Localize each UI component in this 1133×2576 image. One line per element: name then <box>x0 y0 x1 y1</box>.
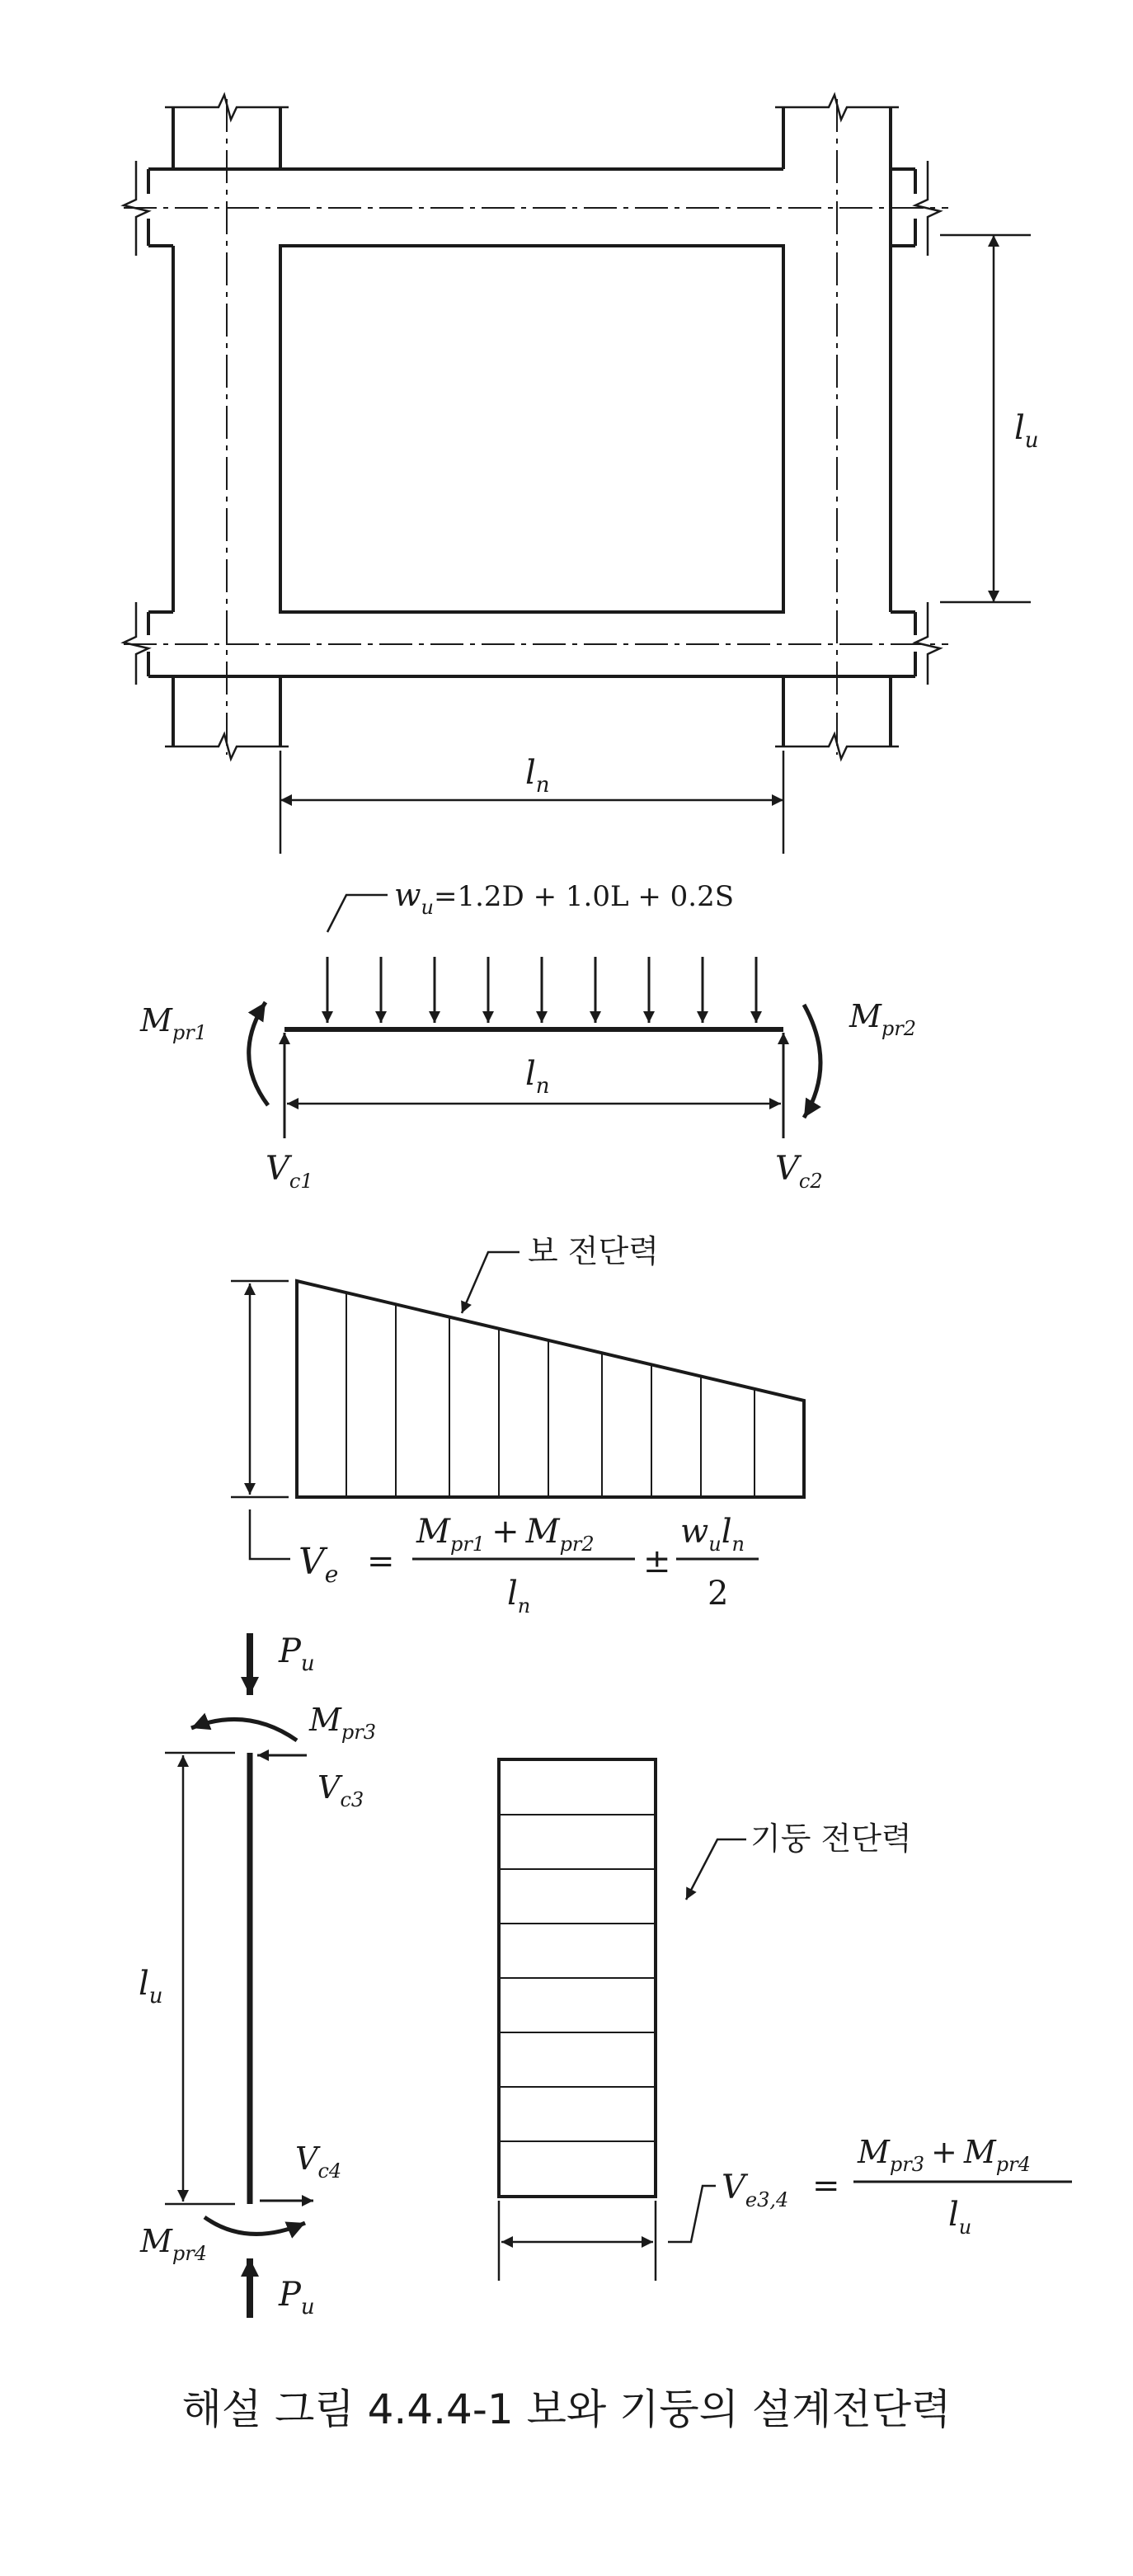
column-free-body <box>139 1632 376 2319</box>
beam-free-body <box>139 877 916 1193</box>
column-shear-ve-leader <box>668 2186 716 2242</box>
frame-opening <box>280 246 783 612</box>
moment-arrow-right <box>804 1005 820 1118</box>
shear-label-vc1: $V_{c1}$ <box>266 1150 313 1193</box>
figure-caption: 해설 그림 4.4.4-1 보와 기둥의 설계전단력 <box>181 2385 952 2433</box>
moment-arrow-left <box>249 1002 268 1105</box>
moment-arrow-top <box>191 1719 297 1740</box>
beam-shear-outline <box>297 1281 804 1497</box>
moment-label-mpr2: $M_{pr2}$ <box>849 998 917 1040</box>
beam-shear-ve-leader <box>250 1509 290 1559</box>
shear-label-vc2: $V_{c2}$ <box>775 1150 823 1193</box>
column-height-label: $l_u$ <box>139 1965 163 2009</box>
frame-elevation <box>148 107 915 746</box>
svg-text:Ve3,4: $V_{e3,4}$ <box>722 2169 789 2211</box>
column-shear-hatch <box>499 1815 656 2141</box>
svg-text:lu: $l_u$ <box>948 2196 972 2239</box>
beam-shear-label-leader <box>462 1252 519 1313</box>
moment-label-mpr1: $M_{pr1}$ <box>140 1002 208 1044</box>
clear-span-label: $l_n$ <box>525 754 550 798</box>
distributed-load-arrows <box>327 957 756 1023</box>
beam-shear-label: 보 전단력 <box>528 1233 659 1269</box>
svg-text:±: ± <box>643 1542 671 1580</box>
svg-text:=: = <box>812 2167 840 2205</box>
clear-height-label: $l_u$ <box>1014 409 1039 453</box>
moment-label-mpr4: $M_{pr4}$ <box>140 2223 208 2265</box>
column-shear-formula <box>722 2134 1072 2239</box>
beam-shear-hatch <box>346 1293 755 1497</box>
shear-label-vc4: $V_{c4}$ <box>295 2140 342 2183</box>
svg-text:Mpr1+Mpr2: $M_{pr1} + M_{pr2}$ <box>416 1513 595 1556</box>
beam-shear-formula <box>299 1513 759 1618</box>
shear-label-vc3: $V_{c3}$ <box>317 1769 364 1811</box>
svg-text:2: 2 <box>708 1575 729 1613</box>
column-shear-label: 기둥 전단력 <box>750 1820 912 1857</box>
svg-text:wuln: $w_ul_n$ <box>680 1513 745 1556</box>
axial-label-bottom: $P_u$ <box>279 2276 315 2319</box>
load-leader <box>327 895 388 932</box>
axial-label-top: $P_u$ <box>279 1632 315 1676</box>
svg-text:ln: $l_n$ <box>507 1575 531 1618</box>
moment-label-mpr3: $M_{pr3}$ <box>309 1702 377 1744</box>
column-shear-diagram <box>499 1759 746 2281</box>
break-marks <box>124 95 940 759</box>
load-combination-label: $w_u=1.2D + 1.0L + 0.2S$ <box>394 877 735 919</box>
moment-arrow-bottom <box>205 2217 305 2234</box>
column-shear-label-leader <box>686 1839 746 1900</box>
svg-text:=: = <box>367 1542 395 1580</box>
svg-text:Ve: $V_e$ <box>299 1541 339 1588</box>
svg-text:Mpr3+Mpr4: $M_{pr3} + M_{pr4}$ <box>858 2134 1031 2176</box>
frame-centerlines <box>124 99 948 755</box>
beam-span-label: $l_n$ <box>525 1055 550 1099</box>
